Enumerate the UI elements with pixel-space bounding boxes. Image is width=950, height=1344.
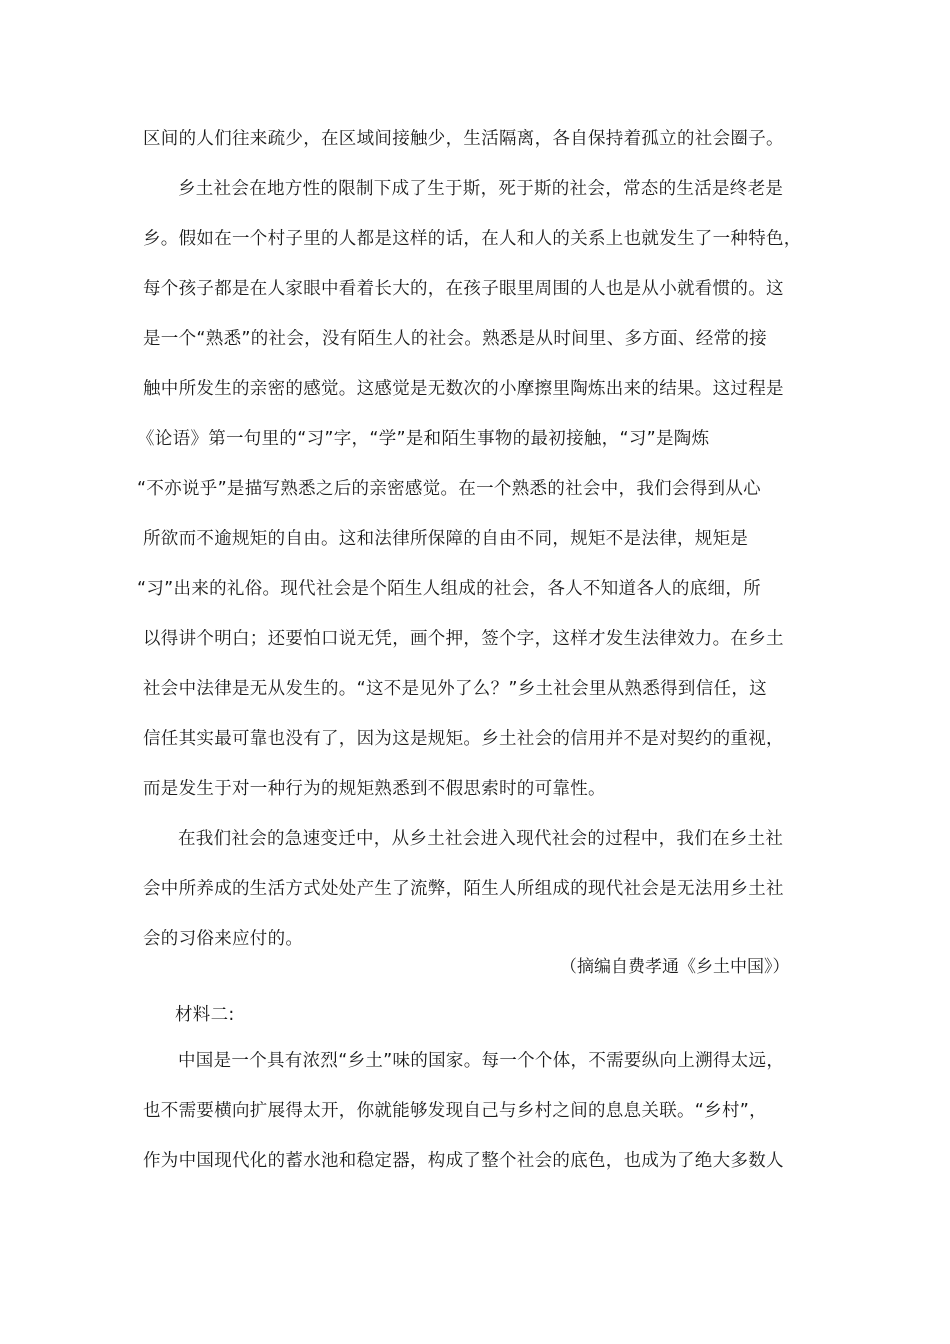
text-line: “不亦说乎”是描写熟悉之后的亲密感觉。在一个熟悉的社会中，我们会得到从心 [137,479,761,499]
text-line: 触中所发生的亲密的感觉。这感觉是无数次的小摩擦里陶炼出来的结果。这过程是 [143,379,784,399]
text-line: 乡土社会在地方性的限制下成了生于斯，死于斯的社会，常态的生活是终老是 [178,179,784,199]
text-line: 会的习俗来应付的。 [143,929,304,949]
text-line: 而是发生于对一种行为的规矩熟悉到不假思索时的可靠性。 [143,779,606,799]
text-line: 信任其实最可靠也没有了，因为这是规矩。乡土社会的信用并不是对契约的重视， [143,729,784,749]
text-line: 也不需要横向扩展得太开，你就能够发现自己与乡村之间的息息关联。“乡村”， [143,1101,767,1121]
text-line: 以得讲个明白；还要怕口说无凭，画个押，签个字，这样才发生法律效力。在乡土 [143,629,784,649]
section-heading: 材料二: [175,1005,235,1025]
text-line: 社会中法律是无从发生的。“这不是见外了么？”乡土社会里从熟悉得到信任，这 [143,679,767,699]
text-line: 在我们社会的急速变迁中，从乡土社会进入现代社会的过程中，我们在乡土社 [178,829,784,849]
text-line: 作为中国现代化的蓄水池和稳定器，构成了整个社会的底色，也成为了绝大多数人 [143,1151,784,1171]
text-line: 所欲而不逾规矩的自由。这和法律所保障的自由不同，规矩不是法律，规矩是 [143,529,749,549]
text-line: 会中所养成的生活方式处处产生了流弊，陌生人所组成的现代社会是无法用乡土社 [143,879,784,899]
text-line: 是一个“熟悉”的社会，没有陌生人的社会。熟悉是从时间里、多方面、经常的接 [143,329,767,349]
text-line: 每个孩子都是在人家眼中看着长大的，在孩子眼里周围的人也是从小就看惯的。这 [143,279,784,299]
text-line: 区间的人们往来疏少，在区域间接触少，生活隔离，各自保持着孤立的社会圈子。 [143,129,784,149]
text-line: 《论语》第一句里的“习”字，“学”是和陌生事物的最初接触，“习”是陶炼 [137,429,710,449]
text-line: 中国是一个具有浓烈“乡土”味的国家。每一个个体，不需要纵向上溯得太远， [178,1051,785,1071]
text-line: “习”出来的礼俗。现代社会是个陌生人组成的社会，各人不知道各人的底细，所 [137,579,761,599]
text-line: 乡。假如在一个村子里的人都是这样的话，在人和人的关系上也就发生了一种特色， [143,229,802,249]
source-citation: （摘编自费孝通《乡土中国》） [560,957,790,977]
